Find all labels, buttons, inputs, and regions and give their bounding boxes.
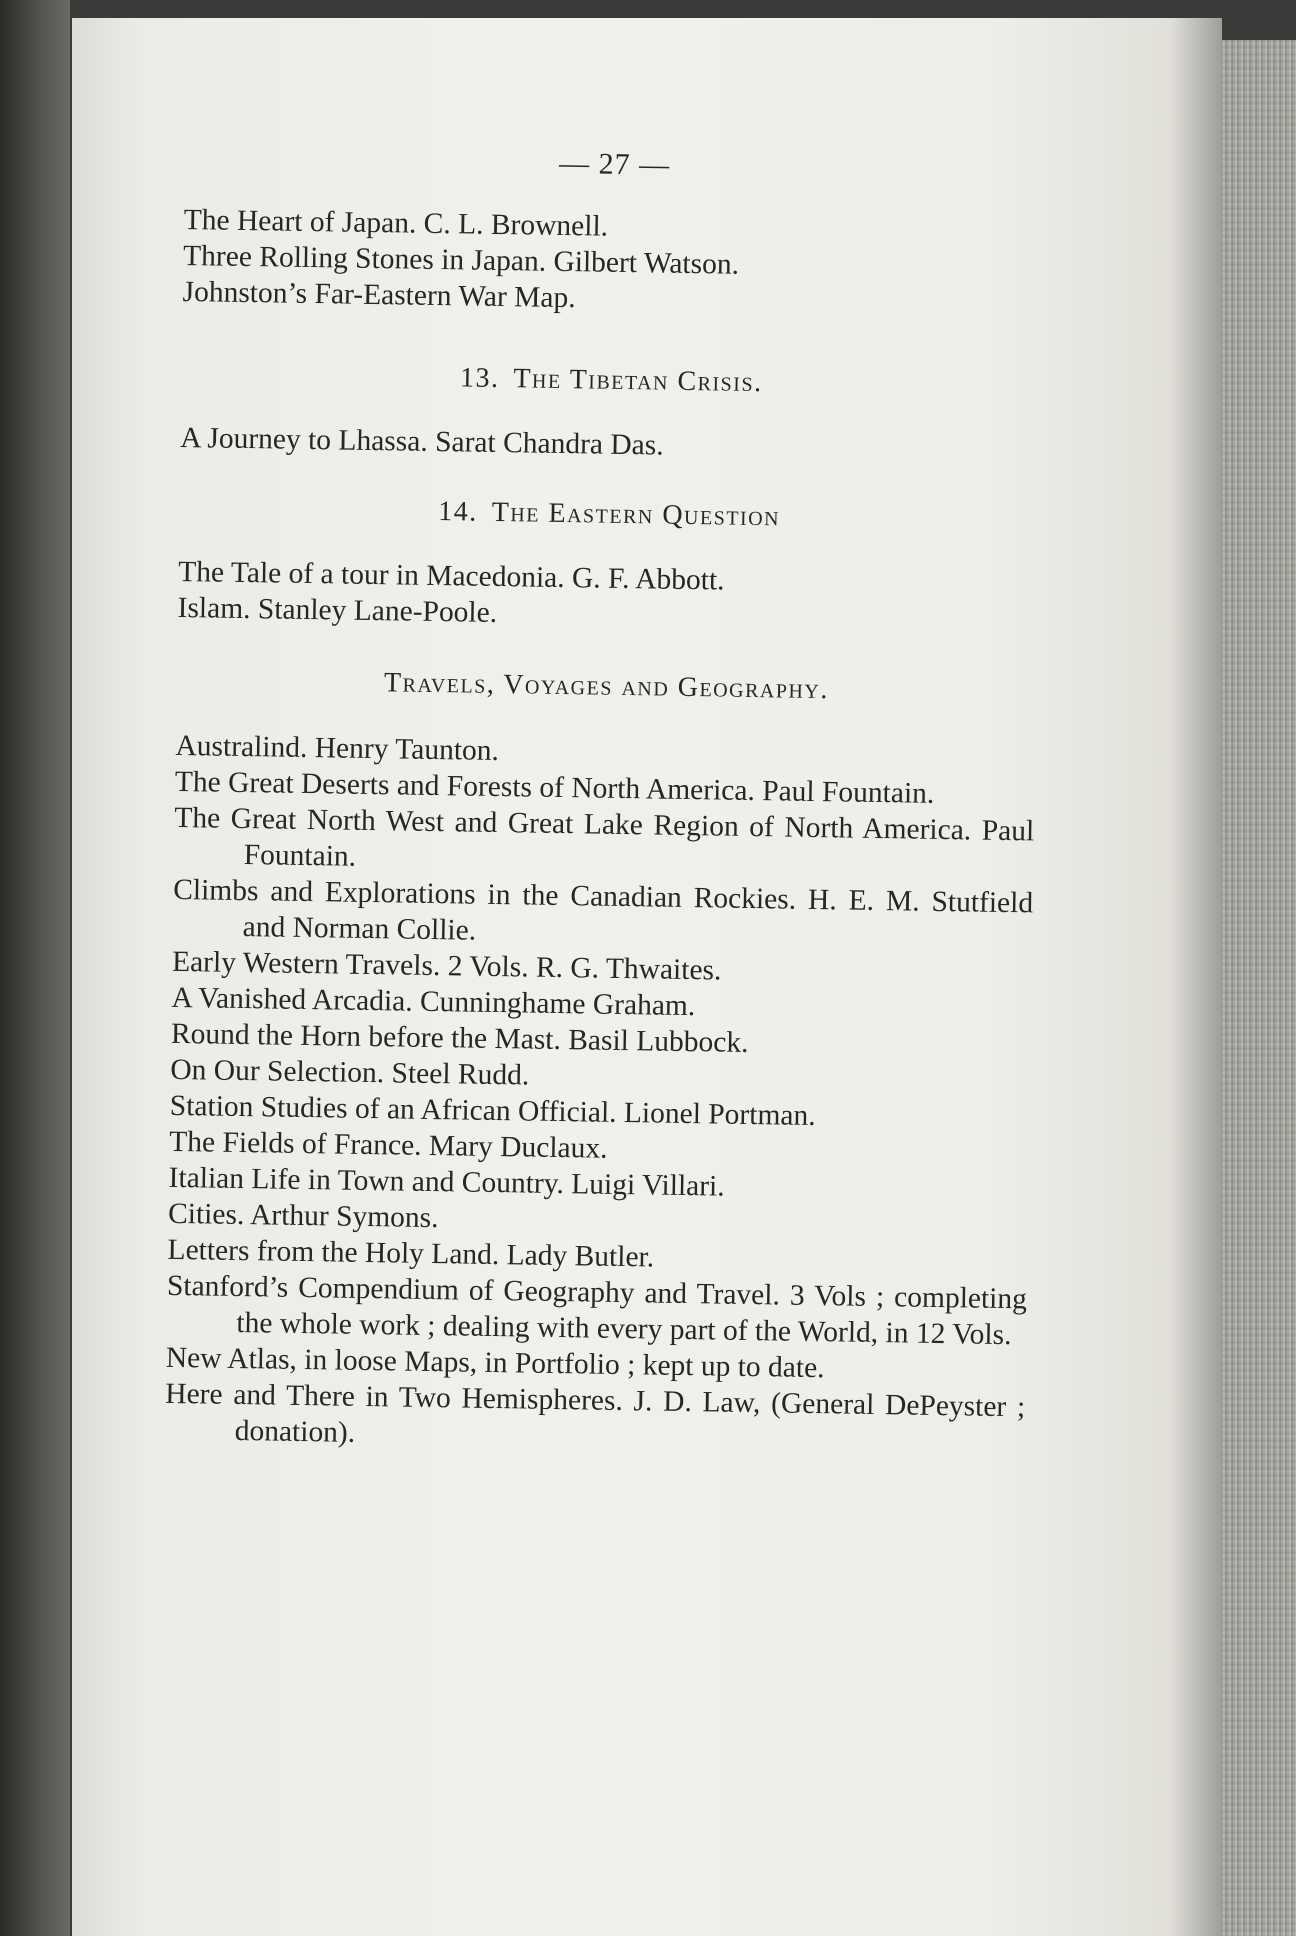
list-item: On Our Selection. Steel Rudd. <box>170 1053 530 1092</box>
list-item: Round the Horn before the Mast. Basil Lubbock. <box>170 1017 749 1059</box>
list-item: Station Studies of an African Official. Lionel Portman. <box>169 1089 816 1133</box>
list-item: The Heart of Japan. C. L. Brownell. <box>183 203 609 243</box>
section-number: 14. <box>437 496 478 528</box>
page-text <box>164 140 1044 1461</box>
section-title: The Tibetan Crisis. <box>513 363 763 399</box>
list-item: A Vanished Arcadia. Cunninghame Graham. <box>171 981 696 1023</box>
section-13-list <box>180 420 1040 470</box>
list-item: Australind. Henry Taunton. <box>175 729 500 768</box>
list-item: Here and There in Two Hemispheres. J. D. Law, (General DePeyster ; donation). <box>165 1377 1026 1449</box>
list-item: Italian Life in Town and Country. Luigi Villari. <box>168 1161 725 1203</box>
list-item: The Great North West and Great Lake Region of North America. Paul Fountain. <box>174 801 1035 873</box>
list-item: Johnston’s Far-Eastern War Map. <box>182 275 576 315</box>
continued-list <box>182 202 1044 323</box>
section-heading-14 <box>179 490 1039 540</box>
list-item: The Great Deserts and Forests of North America. Paul Fountain. <box>174 765 935 810</box>
list-item: The Fields of France. Mary Duclaux. <box>169 1125 608 1165</box>
list-item: Early Western Travels. 2 Vols. R. G. Thwaites. <box>171 945 722 987</box>
list-item: Climbs and Explorations in the Canadian Rockies. H. E. M. Stutfield and Norman Collie. <box>172 873 1034 947</box>
page-shadow <box>1170 18 1222 1936</box>
list-item: Cities. Arthur Symons. <box>167 1197 439 1235</box>
list-item: The Tale of a tour in Macedonia. G. F. Abbott. <box>177 555 725 597</box>
section-title: The Eastern Question <box>491 496 781 533</box>
page-stack-edge <box>1222 40 1296 1936</box>
facing-page-edge <box>0 0 70 1936</box>
page-number: — 27 — <box>558 146 671 182</box>
section-number: 13. <box>459 362 500 394</box>
travels-list <box>164 728 1035 1461</box>
section-14-list <box>177 554 1038 639</box>
list-item: Letters from the Holy Land. Lady Butler. <box>167 1233 655 1274</box>
section-heading-13 <box>181 356 1041 406</box>
list-item: Three Rolling Stones in Japan. Gilbert Watson. <box>182 239 740 281</box>
list-item: Islam. Stanley Lane-Poole. <box>177 591 498 629</box>
list-item: A Journey to Lhassa. Sarat Chandra Das. <box>180 421 664 462</box>
section-heading-travels: Travels, Voyages and Geography. <box>383 667 830 706</box>
list-item: Stanford’s Compendium of Geography and Travel. 3 Vols ; completing the whole work ; dealing with every part of the World, in 12 Vols. <box>166 1269 1028 1352</box>
list-item: New Atlas, in loose Maps, in Portfolio ; kept up to date. <box>165 1341 825 1385</box>
